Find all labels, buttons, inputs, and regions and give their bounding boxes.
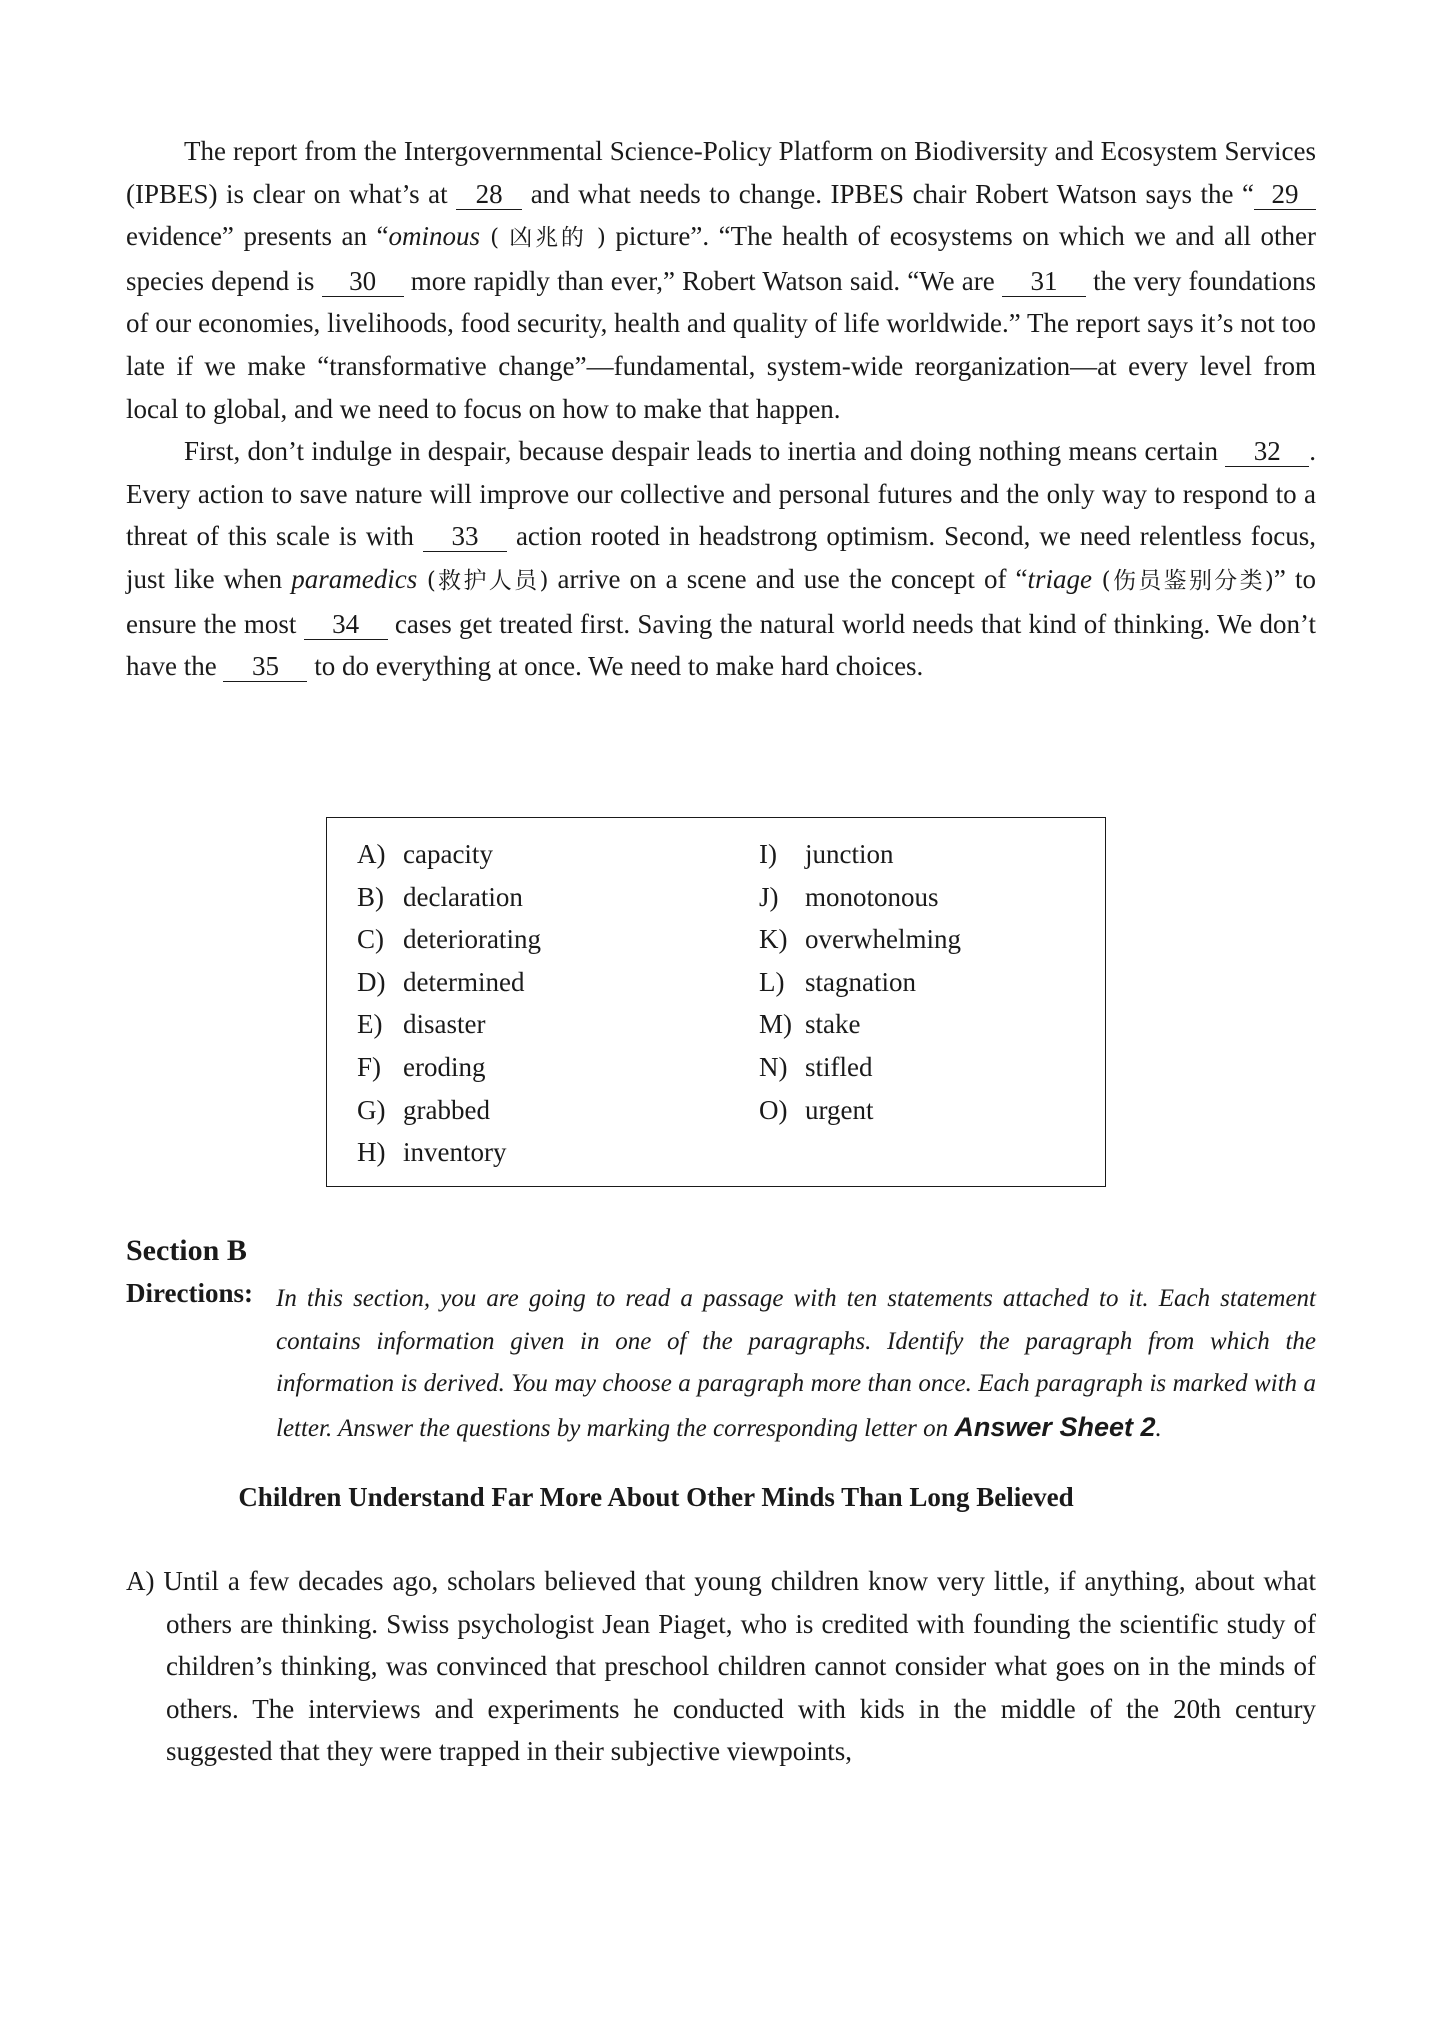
directions-end: . [1155, 1414, 1162, 1442]
chinese-gloss: (救护人员) [417, 567, 549, 594]
option-word: overwhelming [805, 924, 961, 955]
directions-text [276, 1278, 1316, 1450]
option-word: declaration [403, 881, 523, 912]
word-option-o [759, 1089, 961, 1132]
passage-text: more rapidly than ever,” Robert Watson said. “We are [403, 265, 1002, 296]
passage-paragraph-1 [126, 130, 1316, 430]
option-letter: H) [357, 1137, 386, 1168]
option-word: junction [805, 839, 894, 869]
word-option-n [759, 1046, 961, 1089]
option-letter: C) [357, 924, 384, 955]
article-paragraph-a [126, 1560, 1316, 1773]
option-word: disaster [403, 1009, 486, 1040]
option-letter: N) [759, 1051, 788, 1082]
passage-text: . Every action to save nature will improve our collective and personal futures and the only way to respond to a threat of this scale is with [126, 436, 1316, 552]
option-word: deteriorating [403, 924, 541, 955]
blank-28: 28 [456, 179, 522, 210]
paragraph-letter: A) [126, 1566, 164, 1596]
chinese-gloss: ( 凶兆的 ) [480, 225, 606, 252]
word-option-f [357, 1046, 541, 1089]
word-option-h [357, 1131, 541, 1174]
word-option-m [759, 1003, 961, 1046]
option-word: stifled [805, 1051, 873, 1082]
section-b-title: Section B [126, 1234, 247, 1267]
passage-text: action rooted in headstrong optimism. Second, we need relentless focus, just like when [126, 521, 1316, 594]
word-bank-left-column [357, 833, 541, 1174]
word-bank-right-column [759, 833, 961, 1131]
option-letter: K) [759, 924, 788, 955]
blank-33: 33 [423, 521, 507, 552]
passage-text: arrive on a scene and use the concept of “ [548, 563, 1028, 594]
option-letter: E) [357, 1009, 383, 1040]
answer-sheet-ref: Answer Sheet 2 [954, 1411, 1156, 1442]
word-option-j [759, 876, 961, 919]
option-word: eroding [403, 1051, 486, 1082]
option-letter: G) [357, 1094, 386, 1125]
word-option-k [759, 918, 961, 961]
word-bank-box [326, 817, 1106, 1187]
paragraph-text: Until a few decades ago, scholars believed that young children know very little, if anything, about what others are thinking. Swiss psychologist Jean Piaget, who is credited with founding the scientific study of children’s thinking, was convinced that preschool children cannot consider what goes on in the minds of others. The interviews and experiments he conducted with kids in the middle of the 20th century suggested that they were trapped in their subjective viewpoints, [163, 1566, 1316, 1767]
option-letter: B) [357, 881, 384, 912]
word-option-d [357, 961, 541, 1004]
option-letter: J) [759, 881, 779, 912]
option-letter: M) [759, 1009, 792, 1040]
passage-text: to do everything at once. We need to make hard choices. [307, 651, 924, 682]
word-option-b [357, 876, 541, 919]
blank-34: 34 [304, 609, 388, 640]
option-word: inventory [403, 1137, 507, 1168]
exam-page [126, 130, 1317, 1767]
passage-text: the very foundations of our economies, livelihoods, food security, health and quality of life worldwide.” The report says it’s not too late if we make “transformative change”—fundamental, system-wide reorganization—at every level from local to global, and we need to focus on how to make that happen. [126, 265, 1317, 424]
blank-35: 35 [223, 651, 307, 682]
option-letter: O) [759, 1094, 788, 1125]
option-letter: I) [759, 839, 777, 869]
directions-label: Directions: [126, 1278, 253, 1308]
passage-text: cases get treated first. Saving the natural world needs that kind of thinking. We don’t have the [126, 608, 1316, 682]
option-word: urgent [805, 1094, 874, 1125]
option-letter: F) [357, 1051, 382, 1082]
word-option-i [759, 833, 961, 876]
word-option-a [357, 833, 541, 876]
option-word: monotonous [805, 881, 939, 912]
passage-text: The report from the Intergovernmental Science-Policy Platform on Biodiversity and Ecosystem Services (IPBES) is clear on what’s at [126, 136, 1316, 209]
option-word: stake [805, 1009, 861, 1040]
passage-text: First, don’t indulge in despair, because despair leads to inertia and doing nothing means certain [184, 436, 1226, 467]
article-title: Children Understand Far More About Other Minds Than Long Believed [238, 1482, 1074, 1512]
passage-text: evidence” presents an “ [126, 221, 389, 252]
option-word: grabbed [403, 1094, 490, 1125]
option-word: capacity [403, 839, 493, 869]
passage-text: ” to ensure the most [126, 563, 1316, 639]
term-triage: triage [1027, 563, 1093, 594]
option-letter: L) [759, 966, 785, 997]
option-word: determined [403, 966, 525, 997]
blank-32: 32 [1225, 436, 1309, 467]
chinese-gloss: (伤员鉴别分类) [1092, 567, 1274, 594]
option-letter: D) [357, 966, 386, 997]
option-letter: A) [357, 839, 386, 869]
word-option-l [759, 961, 961, 1004]
word-option-c [357, 918, 541, 961]
blank-31: 31 [1002, 266, 1086, 297]
blank-29: 29 [1254, 179, 1316, 210]
word-option-e [357, 1003, 541, 1046]
passage-text: and what needs to change. IPBES chair Robert Watson says the “ [522, 178, 1254, 209]
term-paramedics: paramedics [291, 563, 418, 594]
word-option-g [357, 1089, 541, 1132]
term-ominous: ominous [388, 221, 481, 252]
blank-30: 30 [322, 266, 404, 297]
directions-body: In this section, you are going to read a passage with ten statements attached to it. Each statement contains information given in one of the paragraphs. Identify the paragraph from which the information is derived. You may choose a paragraph more than once. Each paragraph is marked with a letter. Answer the questions by marking the corresponding letter on [276, 1285, 1316, 1442]
passage-paragraph-2 [126, 430, 1316, 688]
option-word: stagnation [805, 966, 916, 997]
passage-text: picture”. “The health of ecosystems on which we and all other species depend is [126, 221, 1316, 296]
